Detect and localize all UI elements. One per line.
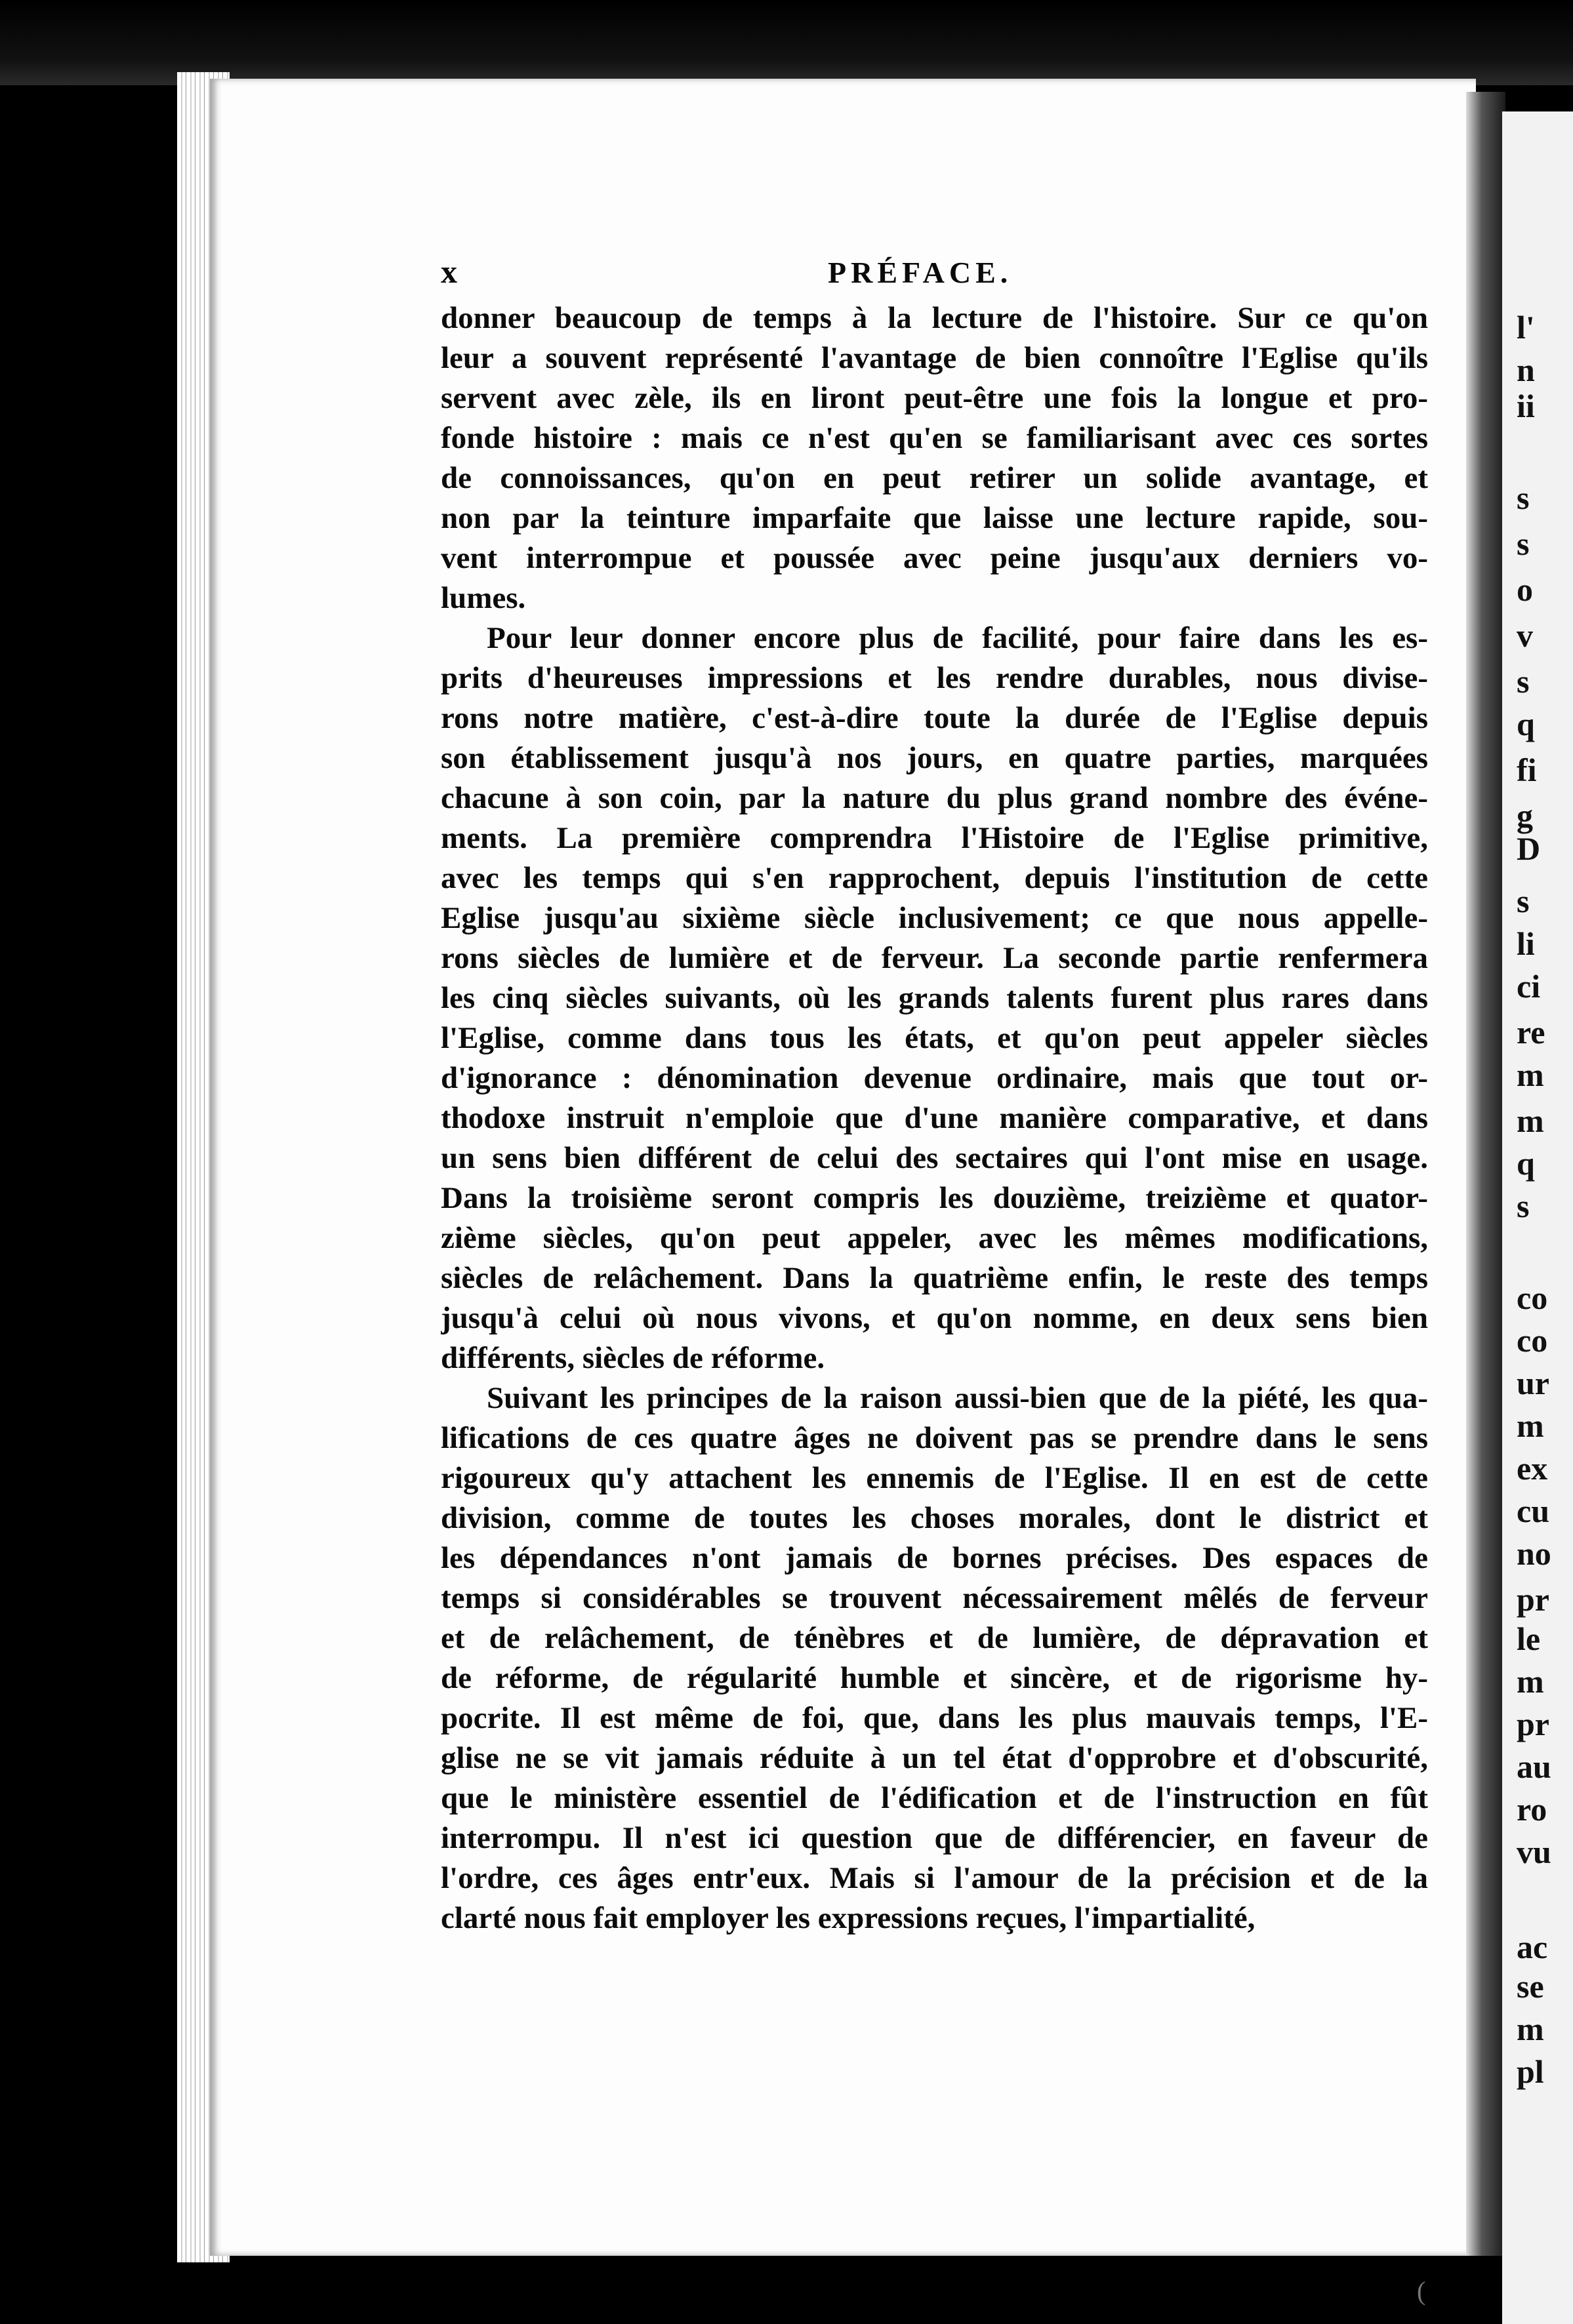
facing-page-text: m xyxy=(1517,2011,1544,2047)
facing-page-text: s xyxy=(1517,883,1530,919)
text-line: d'ignorance : dénomination devenue ordinaire, mais que tout or- xyxy=(441,1061,1428,1095)
facing-page-text: pl xyxy=(1517,2053,1544,2090)
text-line: Suivant les principes de la raison aussi-bien que de la piété, les qua- xyxy=(487,1381,1428,1415)
text-line: thodoxe instruit n'emploie que d'une manière comparative, et dans xyxy=(441,1101,1428,1135)
text-line: son établissement jusqu'à nos jours, en quatre parties, marquées xyxy=(441,741,1428,775)
text-line: temps si considérables se trouvent nécessairement mêlés de ferveur xyxy=(441,1581,1428,1615)
text-line: rons notre matière, c'est-à-dire toute la durée de l'Eglise depuis xyxy=(441,701,1428,735)
page-number: x xyxy=(441,253,457,290)
text-line: interrompu. Il n'est ici question que de différencier, en faveur de xyxy=(441,1821,1428,1855)
text-line: Eglise jusqu'au sixième siècle inclusivement; ce que nous appelle- xyxy=(441,901,1428,935)
facing-page-text: s xyxy=(1517,663,1530,700)
text-line: zième siècles, qu'on peut appeler, avec les mêmes modifications, xyxy=(441,1221,1428,1255)
text-line: de réforme, de régularité humble et sincère, et de rigorisme hy- xyxy=(441,1661,1428,1695)
text-line: ments. La première comprendra l'Histoire de l'Eglise primitive, xyxy=(441,821,1428,855)
text-line: Pour leur donner encore plus de facilité, pour faire dans les es- xyxy=(487,621,1428,655)
facing-page-text: ii xyxy=(1517,388,1535,424)
facing-page-text: v xyxy=(1517,617,1533,654)
facing-page-text: au xyxy=(1517,1748,1551,1785)
facing-page-text: cu xyxy=(1517,1493,1549,1529)
facing-page-text: l' xyxy=(1517,309,1535,346)
text-line: Dans la troisième seront compris les douzième, treizième et quator- xyxy=(441,1181,1428,1215)
text-line: les dépendances n'ont jamais de bornes précises. Des espaces de xyxy=(441,1541,1428,1575)
text-line: de connoissances, qu'on en peut retirer un solide avantage, et xyxy=(441,461,1428,495)
facing-page-text: s xyxy=(1517,479,1530,516)
text-line: l'Eglise, comme dans tous les états, et qu'on peut appeler siècles xyxy=(441,1021,1428,1055)
facing-page-text: g xyxy=(1517,797,1533,834)
facing-page-text: n xyxy=(1517,351,1535,388)
facing-page-text: pr xyxy=(1517,1706,1549,1742)
facing-page-text: le xyxy=(1517,1620,1541,1657)
text-line: un sens bien différent de celui des sectaires qui l'ont mise en usage. xyxy=(441,1141,1428,1175)
facing-page-text: pr xyxy=(1517,1581,1549,1618)
book-gutter xyxy=(1466,92,1505,2256)
text-line: chacune à son coin, par la nature du plus grand nombre des événe- xyxy=(441,781,1428,815)
facing-page-text: fi xyxy=(1517,751,1537,788)
text-line: clarté nous fait employer les expressions reçues, l'impartialité, xyxy=(441,1901,1256,1935)
text-line: siècles de relâchement. Dans la quatrième enfin, le reste des temps xyxy=(441,1261,1428,1295)
text-line: servent avec zèle, ils en liront peut-être une fois la longue et pro- xyxy=(441,381,1428,415)
facing-page-fragment xyxy=(1502,111,1573,2324)
text-line: rigoureux qu'y attachent les ennemis de l'Eglise. Il en est de cette xyxy=(441,1461,1428,1495)
facing-page-text: m xyxy=(1517,1056,1544,1093)
text-line: leur a souvent représenté l'avantage de bien connoître l'Eglise qu'ils xyxy=(441,341,1428,375)
text-line: les cinq siècles suivants, où les grands talents furent plus rares dans xyxy=(441,981,1428,1015)
text-line: non par la teinture imparfaite que laisse une lecture rapide, sou- xyxy=(441,501,1428,535)
text-line: glise ne se vit jamais réduite à un tel état d'opprobre et d'obscurité, xyxy=(441,1741,1428,1775)
text-line: différents, siècles de réforme. xyxy=(441,1341,825,1375)
facing-page-text: ex xyxy=(1517,1450,1548,1487)
text-line: donner beaucoup de temps à la lecture de l'histoire. Sur ce qu'on xyxy=(441,301,1428,335)
facing-page-text: s xyxy=(1517,525,1530,562)
running-title: PRÉFACE. xyxy=(828,256,1013,289)
facing-page-text: m xyxy=(1517,1102,1544,1139)
facing-page-text: se xyxy=(1517,1968,1544,2005)
text-line: lumes. xyxy=(441,581,526,615)
text-line: vent interrompue et poussée avec peine jusqu'aux derniers vo- xyxy=(441,541,1428,575)
facing-page-text: m xyxy=(1517,1663,1544,1700)
facing-page-text: ur xyxy=(1517,1365,1549,1401)
page-header xyxy=(441,252,1428,292)
facing-page-text: s xyxy=(1517,1188,1530,1224)
text-line: lifications de ces quatre âges ne doivent pas se prendre dans le sens xyxy=(441,1421,1428,1455)
facing-page-text: re xyxy=(1517,1014,1545,1051)
text-line: avec les temps qui s'en rapprochent, depuis l'institution de cette xyxy=(441,861,1428,895)
text-line: fonde histoire : mais ce n'est qu'en se familiarisant avec ces sortes xyxy=(441,421,1428,455)
facing-page-text: D xyxy=(1517,830,1541,867)
text-line: et de relâchement, de ténèbres et de lumière, de dépravation et xyxy=(441,1621,1428,1655)
text-line: rons siècles de lumière et de ferveur. La seconde partie renfermera xyxy=(441,941,1428,975)
scan-background xyxy=(0,0,1573,85)
facing-page-text: o xyxy=(1517,571,1533,608)
text-line: division, comme de toutes les choses morales, dont le district et xyxy=(441,1501,1428,1535)
facing-page-text: q xyxy=(1517,706,1535,742)
text-line: pocrite. Il est même de foi, que, dans les plus mauvais temps, l'E- xyxy=(441,1701,1428,1735)
facing-page-text: co xyxy=(1517,1322,1548,1359)
facing-page-text: ro xyxy=(1517,1791,1547,1828)
text-line: prits d'heureuses impressions et les rendre durables, nous divise- xyxy=(441,661,1428,695)
facing-page-text: co xyxy=(1517,1279,1548,1316)
facing-page-text: li xyxy=(1517,925,1535,962)
facing-page-text: ac xyxy=(1517,1929,1548,1965)
facing-page-text: m xyxy=(1517,1407,1544,1444)
page-edge-mark: ( xyxy=(1417,2276,1426,2306)
text-line: l'ordre, ces âges entr'eux. Mais si l'amour de la précision et de la xyxy=(441,1861,1428,1895)
body-text xyxy=(441,298,1428,1938)
facing-page-text: vu xyxy=(1517,1833,1551,1870)
facing-page-text: q xyxy=(1517,1145,1535,1182)
facing-page-text: ci xyxy=(1517,968,1541,1005)
text-line: jusqu'à celui où nous vivons, et qu'on nomme, en deux sens bien xyxy=(441,1301,1428,1335)
text-line: que le ministère essentiel de l'édification et de l'instruction en fût xyxy=(441,1781,1428,1815)
facing-page-text: no xyxy=(1517,1535,1551,1572)
